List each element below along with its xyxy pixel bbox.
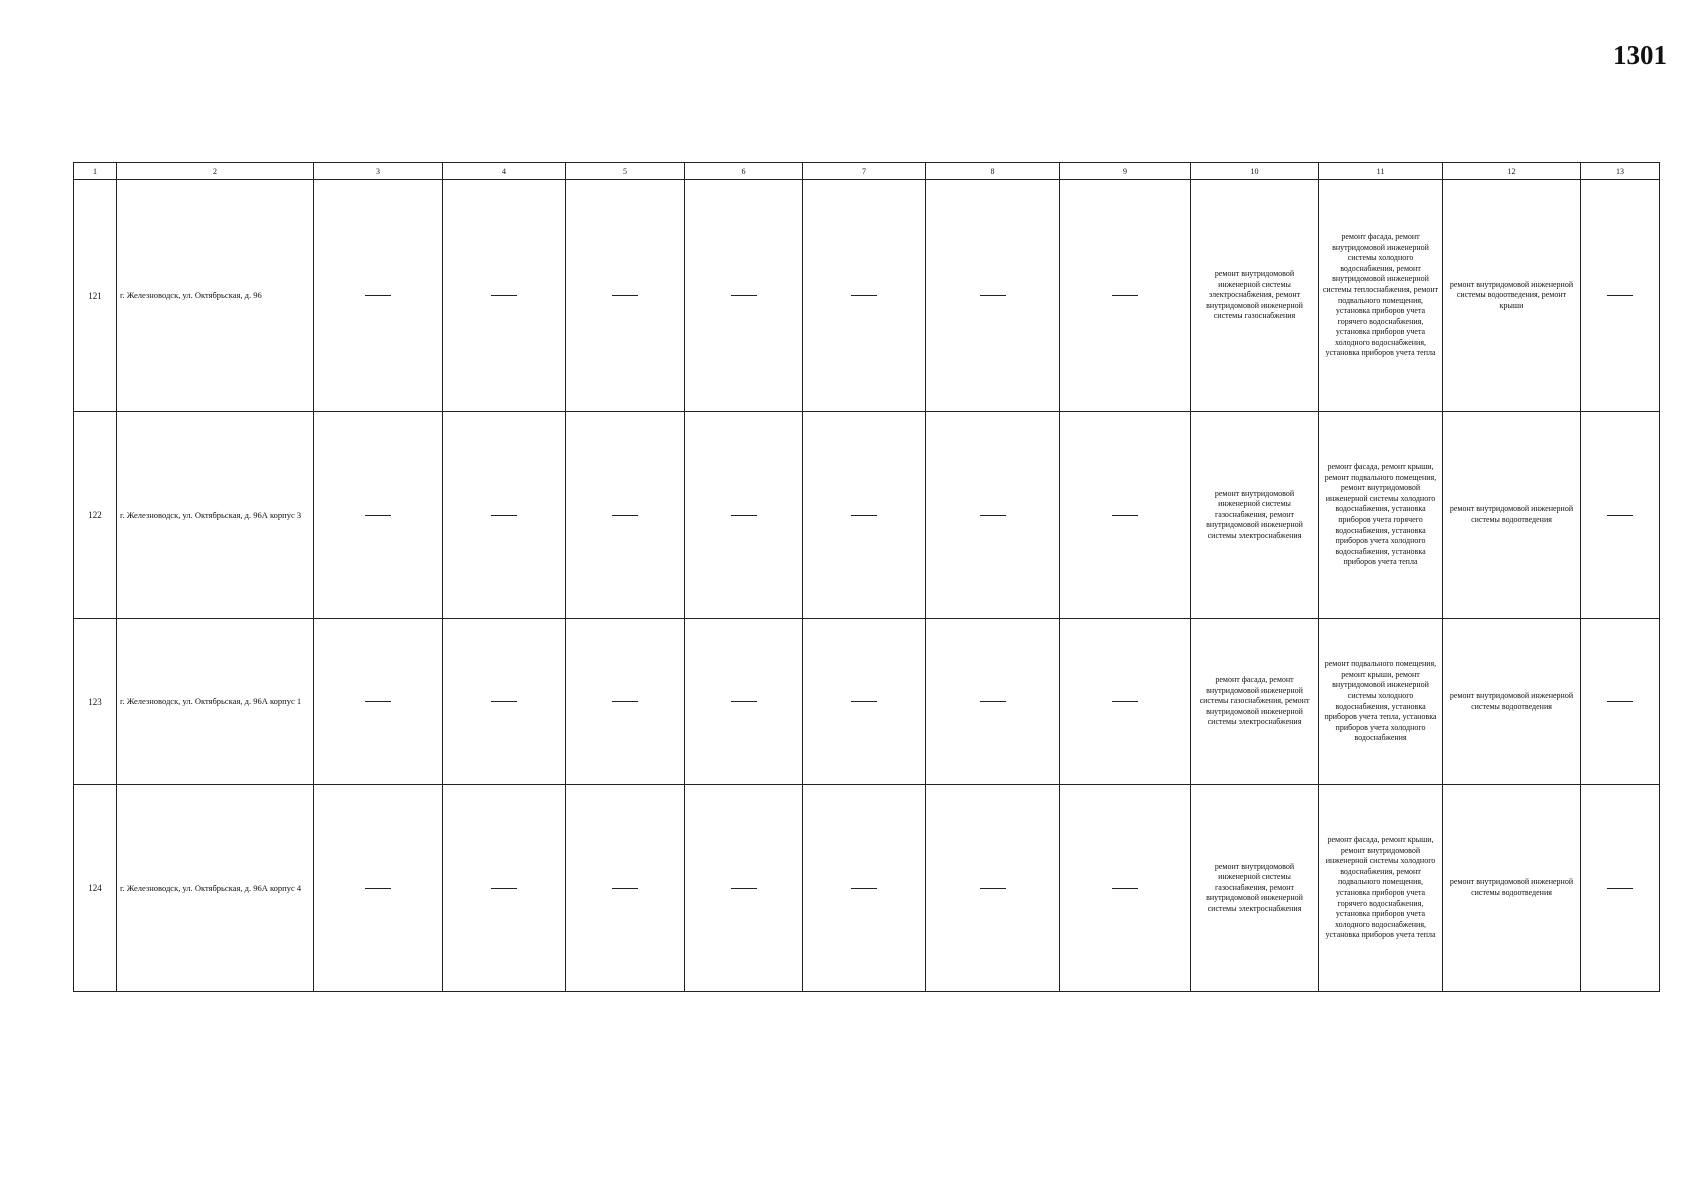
dash-mark (851, 888, 877, 889)
column-header: 7 (803, 163, 926, 180)
empty-cell (685, 619, 803, 785)
dash-mark (731, 701, 757, 702)
dash-mark (1112, 701, 1138, 702)
dash-mark (365, 295, 391, 296)
empty-cell (1060, 180, 1191, 412)
dash-mark (365, 888, 391, 889)
table-row (74, 619, 1660, 785)
dash-mark (612, 295, 638, 296)
empty-cell (314, 412, 443, 619)
empty-cell (926, 180, 1060, 412)
dash-mark (851, 295, 877, 296)
dash-mark (731, 515, 757, 516)
dash-mark (980, 295, 1006, 296)
column-header: 2 (117, 163, 314, 180)
empty-cell (443, 180, 566, 412)
header-row (74, 163, 1660, 180)
empty-cell (314, 785, 443, 992)
empty-cell (803, 619, 926, 785)
column-header: 1 (74, 163, 117, 180)
empty-cell (926, 412, 1060, 619)
works-cell: ремонт внутридомовой инженерной системы водоотведения (1443, 619, 1581, 785)
works-cell: ремонт внутридомовой инженерной системы водоотведения, ремонт крыши (1443, 180, 1581, 412)
dash-mark (1112, 295, 1138, 296)
dash-mark (1607, 701, 1633, 702)
empty-cell (1581, 619, 1660, 785)
works-cell: ремонт фасада, ремонт крыши, ремонт подвального помещения, ремонт внутридомовой инженерной системы холодного водоснабжения, установка приборов учета горячего водоснабжения, установка приборов учета холодного водоснабжения, установка приборов учета тепла (1319, 412, 1443, 619)
empty-cell (566, 619, 685, 785)
empty-cell (1060, 619, 1191, 785)
column-header: 3 (314, 163, 443, 180)
dash-mark (980, 701, 1006, 702)
dash-mark (1607, 515, 1633, 516)
empty-cell (314, 619, 443, 785)
dash-mark (980, 515, 1006, 516)
works-cell: ремонт фасада, ремонт внутридомовой инженерной системы газоснабжения, ремонт внутридомовой инженерной системы электроснабжения (1191, 619, 1319, 785)
row-number: 121 (74, 180, 117, 412)
works-cell: ремонт внутридомовой инженерной системы газоснабжения, ремонт внутридомовой инженерной системы электроснабжения (1191, 412, 1319, 619)
dash-mark (365, 701, 391, 702)
capital-repair-table (73, 162, 1660, 992)
dash-mark (1112, 888, 1138, 889)
column-header: 12 (1443, 163, 1581, 180)
empty-cell (803, 180, 926, 412)
dash-mark (491, 888, 517, 889)
works-cell: ремонт внутридомовой инженерной системы водоотведения (1443, 785, 1581, 992)
empty-cell (926, 619, 1060, 785)
empty-cell (685, 785, 803, 992)
works-cell: ремонт фасада, ремонт крыши, ремонт внутридомовой инженерной системы холодного водоснабжения, ремонт подвального помещения, установка приборов учета горячего водоснабжения, установка приборов учета холодного водоснабжения, установка приборов учета тепла (1319, 785, 1443, 992)
dash-mark (491, 701, 517, 702)
dash-mark (731, 888, 757, 889)
empty-cell (1581, 785, 1660, 992)
column-header: 9 (1060, 163, 1191, 180)
dash-mark (365, 515, 391, 516)
empty-cell (566, 412, 685, 619)
dash-mark (980, 888, 1006, 889)
works-cell: ремонт внутридомовой инженерной системы газоснабжения, ремонт внутридомовой инженерной системы электроснабжения (1191, 785, 1319, 992)
table-row (74, 785, 1660, 992)
page-number: 1301 (1613, 40, 1667, 70)
dash-mark (491, 295, 517, 296)
works-cell: ремонт фасада, ремонт внутридомовой инженерной системы холодного водоснабжения, ремонт внутридомовой инженерной системы теплоснабжения, ремонт подвального помещения, установка приборов учета горячего водоснабжения, установка приборов учета холодного водоснабжения, установка приборов учета тепла (1319, 180, 1443, 412)
works-cell: ремонт внутридомовой инженерной системы электроснабжения, ремонт внутридомовой инженерной системы газоснабжения (1191, 180, 1319, 412)
empty-cell (685, 412, 803, 619)
empty-cell (803, 412, 926, 619)
address-cell: г. Железноводск, ул. Октябрьская, д. 96А корпус 3 (117, 412, 314, 619)
dash-mark (1607, 295, 1633, 296)
column-header: 6 (685, 163, 803, 180)
dash-mark (1112, 515, 1138, 516)
empty-cell (566, 180, 685, 412)
row-number: 124 (74, 785, 117, 992)
row-number: 123 (74, 619, 117, 785)
empty-cell (566, 785, 685, 992)
address-cell: г. Железноводск, ул. Октябрьская, д. 96А корпус 1 (117, 619, 314, 785)
dash-mark (612, 515, 638, 516)
empty-cell (1060, 412, 1191, 619)
table-row (74, 180, 1660, 412)
column-header: 4 (443, 163, 566, 180)
address-cell: г. Железноводск, ул. Октябрьская, д. 96 (117, 180, 314, 412)
works-cell: ремонт подвального помещения, ремонт крыши, ремонт внутридомовой инженерной системы холодного водоснабжения, установка приборов учета тепла, установка приборов учета холодного водоснабжения (1319, 619, 1443, 785)
empty-cell (443, 412, 566, 619)
dash-mark (491, 515, 517, 516)
address-cell: г. Железноводск, ул. Октябрьская, д. 96А корпус 4 (117, 785, 314, 992)
dash-mark (1607, 888, 1633, 889)
empty-cell (685, 180, 803, 412)
column-header: 11 (1319, 163, 1443, 180)
dash-mark (851, 515, 877, 516)
dash-mark (851, 701, 877, 702)
column-header: 8 (926, 163, 1060, 180)
table-row (74, 412, 1660, 619)
dash-mark (612, 888, 638, 889)
empty-cell (1581, 180, 1660, 412)
dash-mark (731, 295, 757, 296)
empty-cell (1581, 412, 1660, 619)
empty-cell (443, 785, 566, 992)
empty-cell (314, 180, 443, 412)
empty-cell (803, 785, 926, 992)
empty-cell (926, 785, 1060, 992)
column-header: 5 (566, 163, 685, 180)
column-header: 13 (1581, 163, 1660, 180)
works-cell: ремонт внутридомовой инженерной системы водоотведения (1443, 412, 1581, 619)
empty-cell (1060, 785, 1191, 992)
column-header: 10 (1191, 163, 1319, 180)
empty-cell (443, 619, 566, 785)
row-number: 122 (74, 412, 117, 619)
dash-mark (612, 701, 638, 702)
